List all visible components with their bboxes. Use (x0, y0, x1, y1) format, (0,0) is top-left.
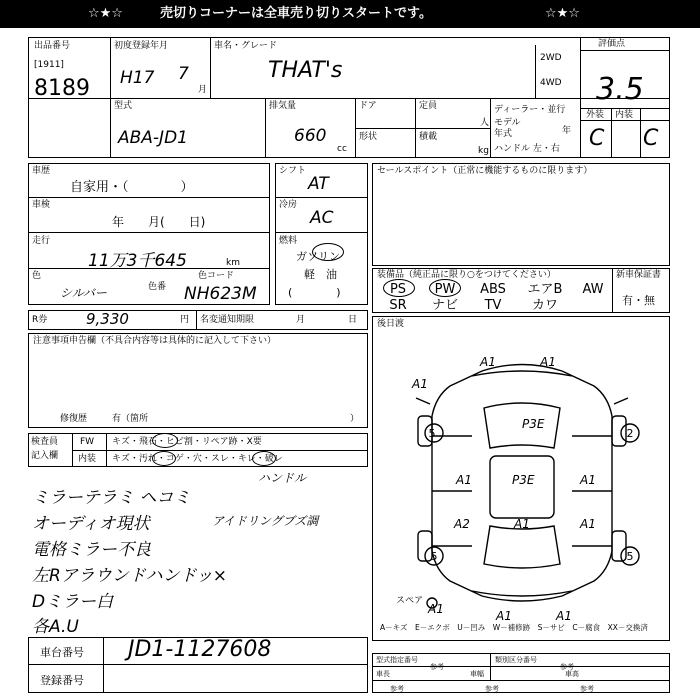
inspector-label1: 検査員 (31, 437, 59, 447)
in-dirt-circle (152, 451, 176, 466)
load-label: 積載 (419, 132, 438, 142)
history-label: 車歴 (32, 166, 51, 176)
mark-right-front: A1 (580, 473, 596, 487)
chassis-value: JD1-1127608 (128, 637, 272, 662)
drive-2wd: 2WD (540, 53, 562, 63)
capacity-unit: 人 (480, 118, 490, 128)
name-label: 車名・グレード (214, 41, 278, 51)
recycle-label: R券 (32, 315, 48, 325)
note-line1: ミラーテラミ ヘコミ (32, 488, 191, 508)
pw-circle (429, 279, 461, 297)
mileage-label: 走行 (32, 236, 51, 246)
mark-rear-l: A1 (496, 609, 512, 623)
form-ref3: 参考 (390, 685, 404, 693)
mileage-unit: km (226, 258, 240, 268)
note-line6: 各A.U (32, 617, 79, 637)
repair-value: 有（箇所 (112, 414, 149, 424)
notes-label: 注意事項申告欄（不具合内容等は具体的に記入して下さい） (33, 336, 277, 346)
in-wear-circle (252, 451, 276, 466)
ext-label: 外装 (586, 110, 605, 120)
form-designation: 型式指定番号 (376, 656, 418, 664)
banner-text: 売切りコーナーは全車売り切りスタートです。 (160, 6, 432, 21)
equipment-label: 装備品（純正品に限り○をつけてください） (377, 270, 556, 280)
inspector-label2: 記入欄 (31, 451, 59, 461)
color-label: 色 (32, 271, 42, 281)
note-line2-right: アイドリングブズ調 (212, 514, 319, 528)
banner (0, 0, 700, 28)
capacity-label: 定員 (419, 101, 438, 111)
equip-tv: TV (484, 298, 502, 313)
spare-label: スペア (396, 596, 424, 606)
banner-stars-right: ☆★☆ (545, 6, 580, 21)
fw-label: FW (80, 437, 95, 447)
ext-value: C (589, 126, 605, 151)
shape-label: 形状 (359, 132, 378, 142)
inspection-value: 年 月( 日) (112, 215, 206, 229)
equip-pw: PW (434, 282, 456, 297)
mark-front-a1-r: A1 (540, 355, 556, 369)
mark-mirror-a1: A1 (412, 377, 428, 391)
fuel-diesel: 軽 油 (304, 268, 337, 281)
type-value: ABA-JD1 (118, 128, 188, 148)
tax-day: 日 (348, 315, 358, 325)
mark-left-front: A1 (456, 473, 472, 487)
note-line3: 電格ミラー不良 (32, 540, 151, 560)
front-bumper (472, 371, 572, 376)
score-value: 3.5 (596, 72, 644, 107)
type-label: 型式 (114, 101, 133, 111)
lot-label: 出品番号 (34, 41, 71, 51)
handle-label: ハンドル 左・右 (494, 144, 560, 154)
circle-rl-num: 5 (430, 550, 438, 563)
in-items: キズ・汚れ・コゲ・穴・スレ・キレ・破レ (112, 454, 283, 464)
mark-roof: P3E (512, 473, 535, 487)
form-ref5: 参考 (580, 685, 594, 693)
score-label: 評価点 (598, 39, 626, 49)
color-code-value: NH623M (184, 284, 257, 304)
note-line2: オーディオ現状 (32, 514, 150, 534)
first-reg-label: 初度登録年月 (114, 41, 169, 51)
cc-value: 660 (294, 126, 327, 146)
fuel-gas-circle (312, 243, 344, 261)
equip-airbag: エアB (527, 282, 563, 297)
circle-fl-num: 5 (428, 427, 436, 440)
equip-sr: SR (389, 298, 407, 313)
circle-fr-num: 2 (626, 427, 634, 440)
handle-note: ハンドル (258, 471, 307, 485)
inspection-label: 車検 (32, 200, 51, 210)
model-year-label: 年式 (494, 129, 513, 139)
recycle-box (28, 310, 368, 330)
fuel-paren: ( ) (288, 286, 341, 299)
roof (490, 456, 554, 518)
shift-value: AT (308, 174, 329, 194)
tax-month: 月 (296, 315, 306, 325)
lot-number: 8189 (34, 76, 90, 101)
history-value: 自家用・（ ） (70, 180, 194, 195)
form-classification: 類別区分番号 (495, 656, 537, 664)
rear-bumper (472, 591, 572, 596)
dealer-label: ディーラー・並行 (494, 105, 566, 115)
year-unit: 年 (562, 126, 572, 136)
load-unit: kg (478, 146, 489, 156)
new-car-label: 新車保証書 (616, 270, 662, 280)
in-label: 内装 (78, 454, 97, 464)
form-ref2: 参考 (560, 663, 574, 671)
color-value: シルバー (60, 286, 107, 300)
recycle-value: 9,330 (86, 310, 129, 328)
form-length: 車長 (376, 670, 390, 678)
mark-left-rear: A2 (454, 517, 470, 531)
post-label: 後日渡 (377, 319, 405, 329)
wheel-fr (612, 416, 626, 446)
door-label: ドア (359, 101, 377, 111)
color-no-label: 色番 (148, 282, 167, 292)
month-unit: 月 (198, 85, 208, 95)
cc-label: 排気量 (269, 101, 297, 111)
rear-window (484, 526, 560, 568)
car-diagram (372, 316, 670, 641)
sales-point-box (372, 163, 670, 266)
form-ref1: 参考 (430, 663, 444, 671)
mark-front-a1-l: A1 (480, 355, 496, 369)
equip-aw: AW (582, 282, 604, 297)
repair-label: 修復歴 (60, 414, 88, 424)
int-value: C (643, 126, 659, 151)
int-label: 内装 (615, 110, 634, 120)
equip-abs: ABS (480, 282, 506, 297)
banner-stars-left: ☆★☆ (88, 6, 123, 21)
circle-rr-num: 5 (626, 550, 634, 563)
recycle-unit: 円 (180, 315, 190, 325)
form-width: 車幅 (470, 670, 484, 678)
repair-close: ） (350, 414, 360, 424)
mark-rear-r: A1 (556, 609, 572, 623)
shift-label: シフト (279, 166, 307, 176)
name-value: THAT's (268, 58, 343, 83)
fw-chip-circle (152, 433, 178, 448)
note-line4: 左Rアラウンドハンドッ× (32, 566, 228, 586)
chassis-label: 車台番号 (40, 646, 84, 659)
lot-sub: [1911] (34, 60, 64, 70)
mark-roof-rear: A1 (514, 517, 530, 531)
mark-right-rear: A1 (580, 517, 596, 531)
mark-hood: P3E (522, 417, 545, 431)
new-car-value: 有・無 (622, 294, 655, 307)
equip-ps: PS (389, 282, 407, 297)
fw-items: キズ・飛石・ヒビ割・リペア跡・X要 (112, 437, 262, 447)
damage-legend: A－キズ E－エクボ U－凹み W－補修跡 S－サビ C－腐食 XX－交換済 (380, 623, 648, 632)
first-reg-year: H17 (120, 68, 155, 88)
model-label: モデル (494, 118, 521, 128)
equip-leather: カワ (531, 298, 558, 313)
color-code-label: 色コード (198, 271, 235, 281)
form-height: 車高 (565, 670, 579, 678)
ac-label: 冷房 (279, 200, 298, 210)
cc-unit: cc (337, 144, 347, 154)
mileage-value: 11万3千645 (88, 251, 187, 271)
wheel-rr (612, 531, 626, 561)
drive-4wd: 4WD (540, 78, 562, 88)
first-reg-month: 7 (178, 64, 189, 84)
ps-circle (383, 279, 415, 297)
fuel-gas: ガソリン (296, 250, 340, 263)
equip-navi: ナビ (431, 298, 458, 313)
fuel-label: 燃料 (279, 236, 298, 246)
mark-spare: A1 (428, 602, 444, 616)
form-ref4: 参考 (485, 685, 499, 693)
ac-value: AC (310, 208, 334, 228)
sales-point-label: セールスポイント（正常に機能するものに限ります） (377, 166, 593, 176)
note-line5: Dミラー白 (32, 592, 114, 612)
reg-label: 登録番号 (40, 674, 84, 687)
tax-label: 名変通知期限 (200, 315, 255, 325)
